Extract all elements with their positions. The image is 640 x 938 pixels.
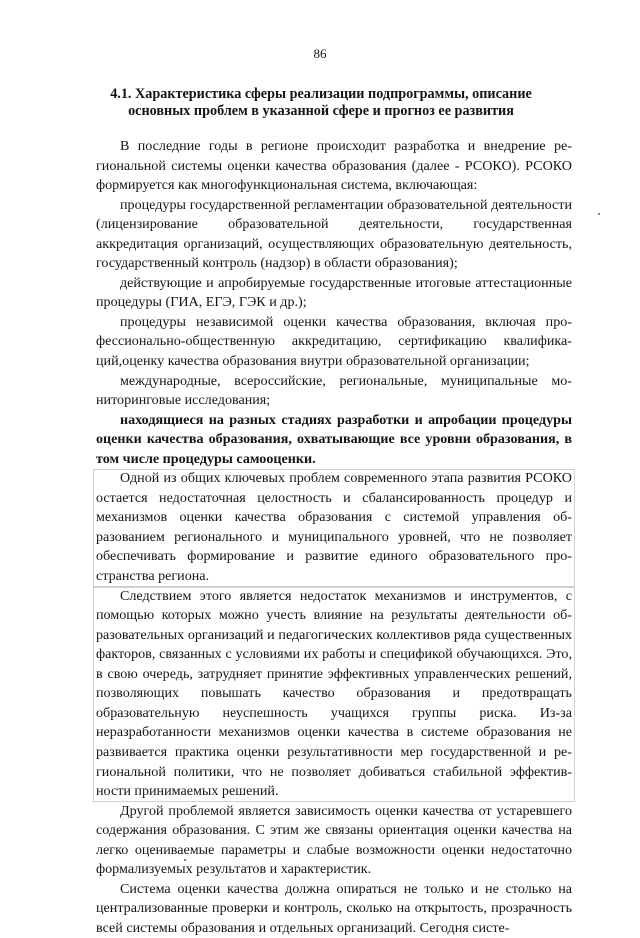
page-number: 86 (313, 46, 327, 61)
paragraph-consequence: Следствием этого является недостаток механизмов и инструментов, с помощью которых можно учесть влияние на результаты деятельности образовательных организаций и педагогических коллективов ряда существенных факторов, связанных с условиями их работы и спецификой обучающихся. Это, в свою очередь, затрудняет принятие эффективных управленческих решений, позволяющих повышать качество образования и предотвращать образовательную неуспешность учащихся группы риска. Из-за неразработанности механизмов оценки качества в системе образования не развивается практика оценки результативности мер государственной и региональной политики, что не позволяет добиваться стабильной эффективности принимаемых решений. (96, 587, 572, 802)
list-item-regulation: процедуры государственной регламентации образовательной деятельности (лицензирование образовательной деятельности, государственная аккредитация организаций, осуществляющих образовательную деятельность, государственный контроль (надзор) в области образования); (96, 196, 572, 272)
body-text (96, 137, 572, 938)
paragraph-intro: В последние годы в регионе происходит разработка и внедрение региональной системы оценки качества образования (далее - РСОКО). РСОКО формируется как многофункциональная система, включающая: (96, 138, 572, 194)
paragraph-key-problem: Одной из общих ключевых проблем современного этапа развития РСОКО остается недостаточная целостность и сбалансированность процедур и механизмов оценки качества образования с системой управления образованием регионального и муниципального уровней, что не позволяет обеспечивать формирование и развитие единого образовательного пространства региона. (96, 469, 572, 586)
section-heading: 4.1. Характеристика сферы реализации подпрограммы, описание основных проблем в указанной сфере и прогноз ее развития (110, 86, 532, 119)
list-item-independent-assessment: процедуры независимой оценки качества образования, включая профессионально-общественную аккредитацию, сертификацию квалификаций,оценку качества образования внутри образовательной организации; (96, 313, 572, 370)
list-item-monitoring: международные, всероссийские, региональные, муниципальные мониторинговые исследования; (96, 372, 572, 409)
scan-speck (184, 859, 186, 861)
list-item-attestation: действующие и апробируемые государственные итоговые аттестационные процедуры (ГИА, ЕГЭ, ГЭК и др.); (96, 274, 572, 311)
paragraph-another-problem: Другой проблемой является зависимость оценки качества от устаревшего содержания образования. С этим же связаны ориентация оценки качества на легко оцениваемые параметры и слабые возможности оценки недостаточно формализуемых результатов и характеристик. (96, 802, 572, 878)
scan-speck (598, 213, 600, 215)
paragraph-quality-system: Система оценки качества должна опираться не только и не столько на централизованные проверки и контроль, сколько на открытость, прозрачность всей системы образования и отдельных организаций. Сегодня систе- (96, 880, 572, 936)
list-item-procedures-in-development: находящиеся на разных стадиях разработки и апробации процедуры оценки качества образования, охватывающие все уровни образования, в том числе процедуры самооценки. (96, 411, 572, 467)
